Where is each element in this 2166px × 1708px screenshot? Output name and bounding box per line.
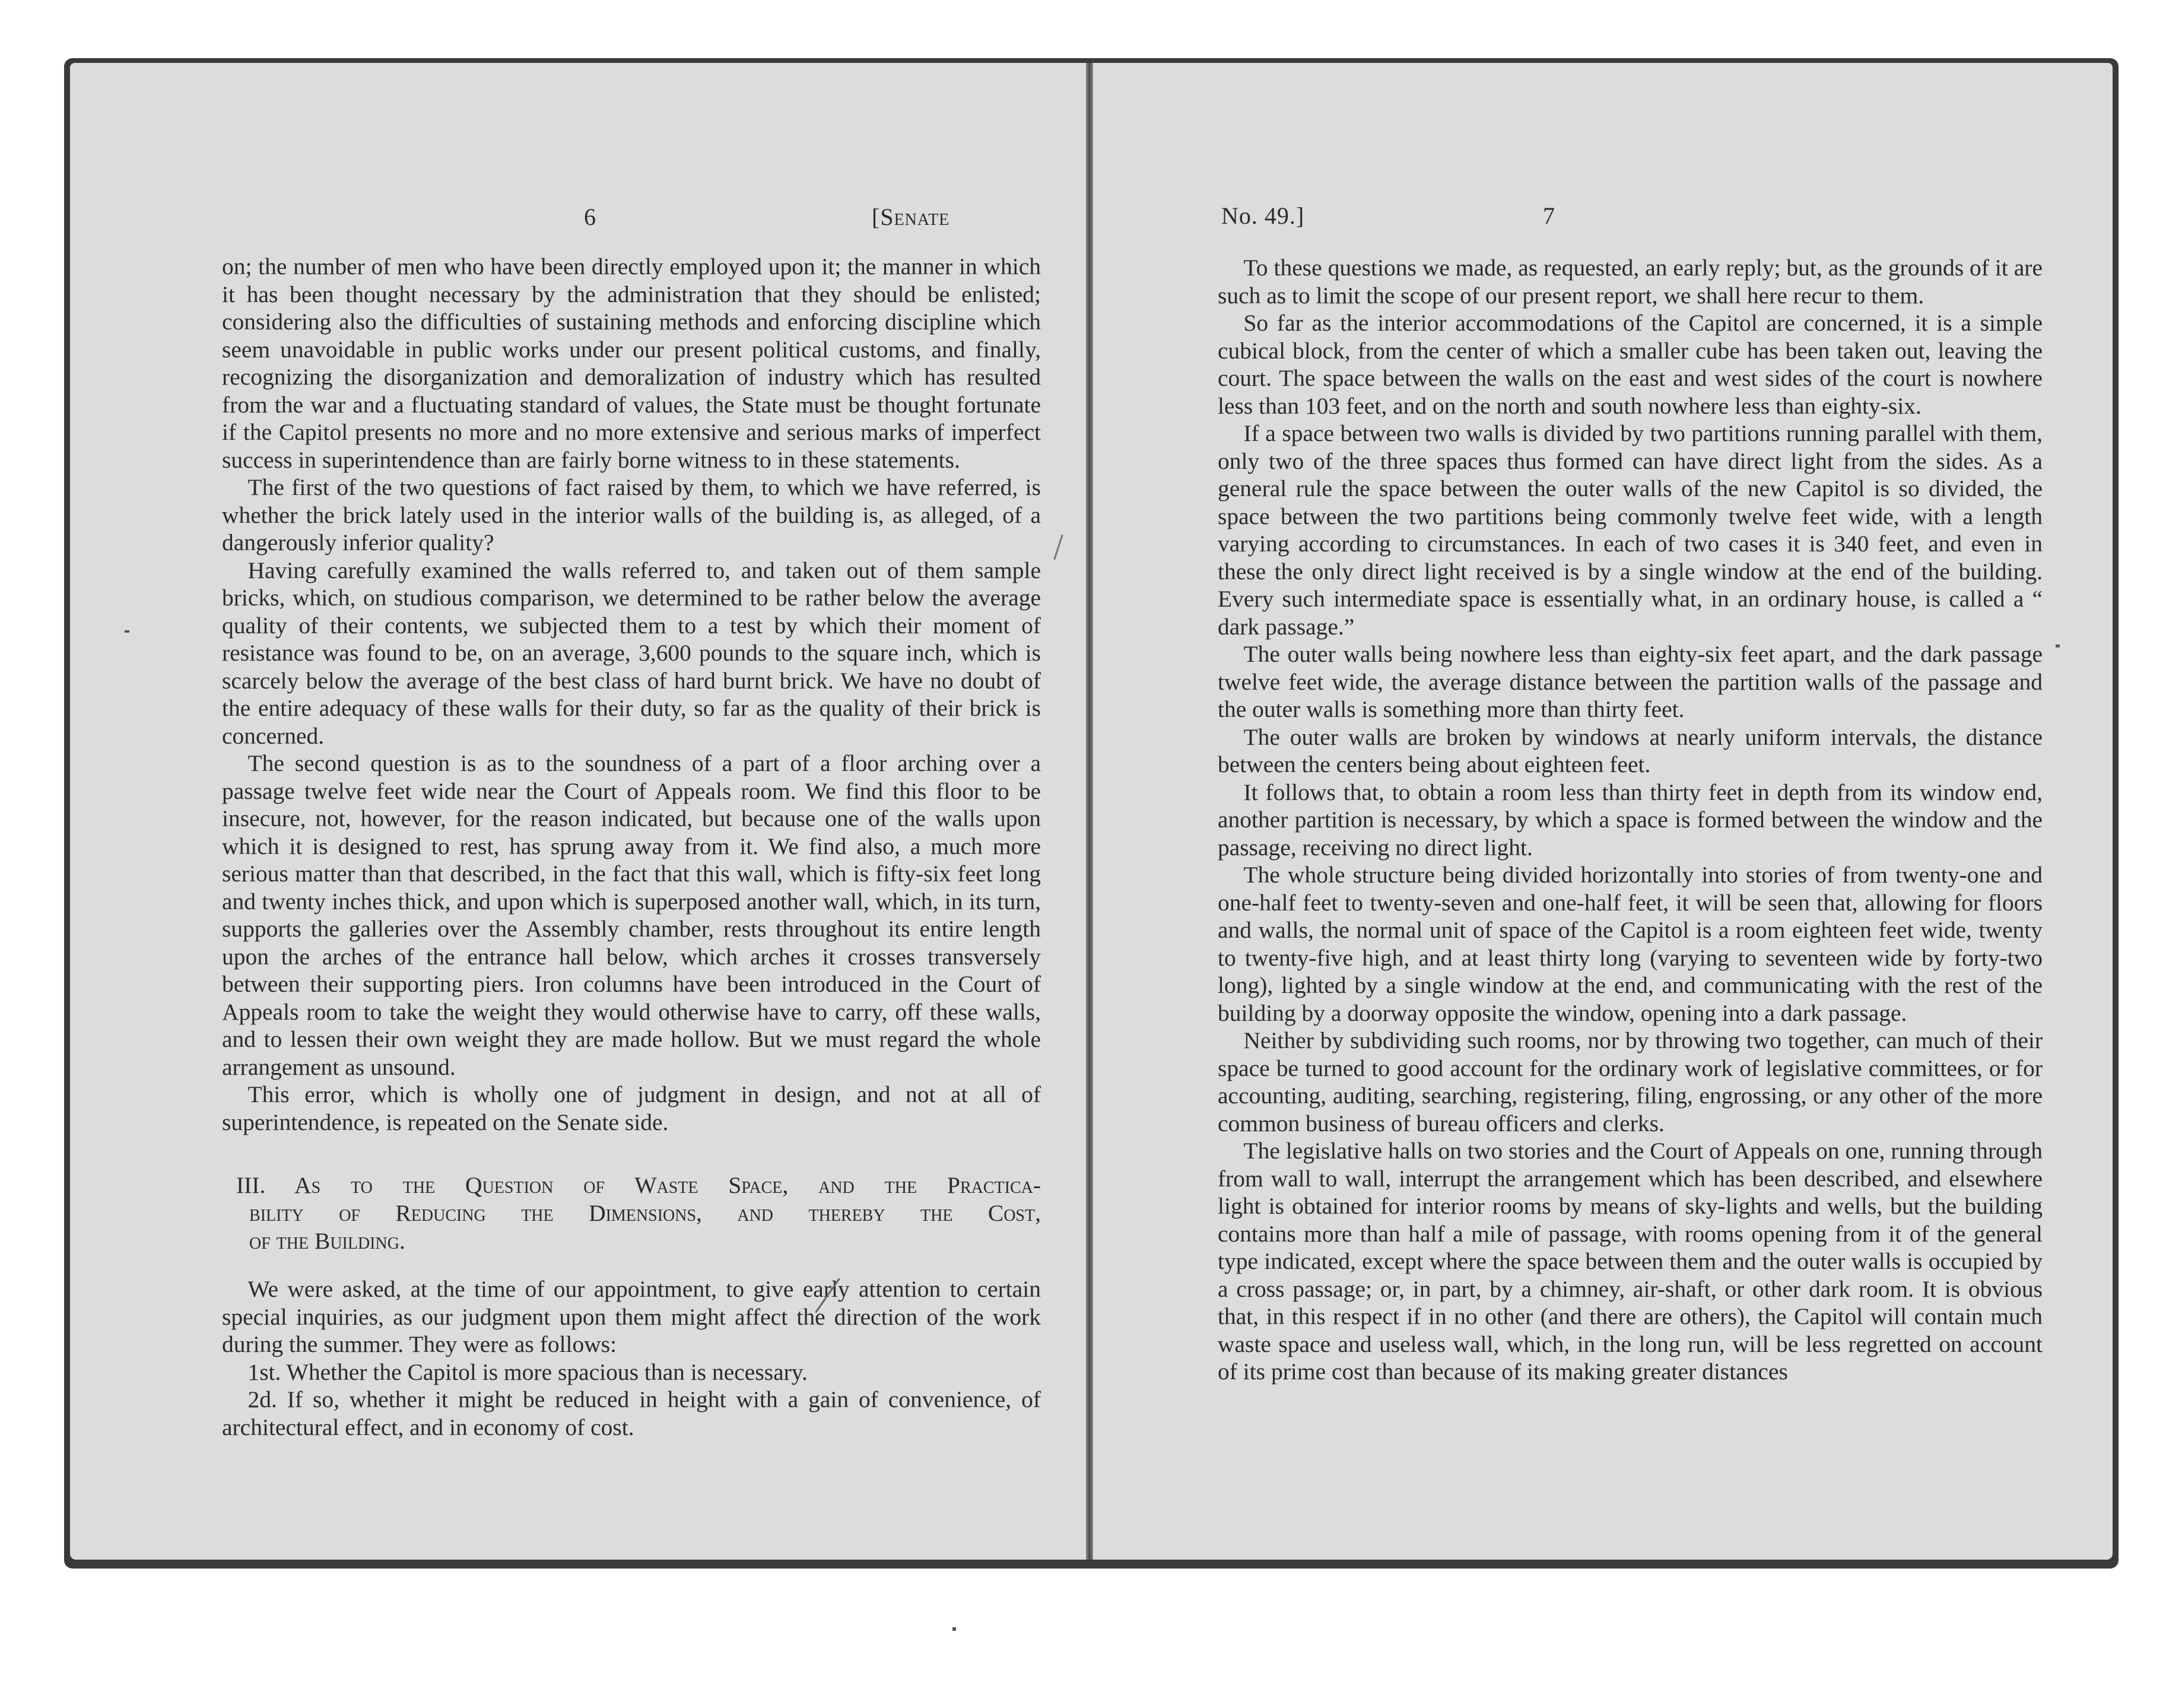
left-page xyxy=(70,63,1086,1560)
left-running-head: [Senate xyxy=(872,204,950,230)
left-paragraph-1: on; the number of men who have been directly employed upon it; the manner in which it has been thought necessary by the administration that they should be enlisted; considering also the difficulties of sustaining methods and enforcing discipline which seem unavoidable in public works under our present political customs, and finally, recognizing the disorganization and demoralization of industry which has resulted from the war and a fluctuating standard of values, the State must be thought fortunate if the Capitol presents no more and no more extensive and serious marks of imperfect success in superintendence than are fairly borne witness to in these statements. xyxy=(222,253,1041,473)
section-heading-line-3: of the Building. xyxy=(249,1228,405,1254)
right-paragraph-7: The whole structure being divided horizontally into stories of from twenty-one and one-half feet to twenty-seven and one-half feet, it will be seen that, allowing for floors and walls, the normal unit of space of the Capitol is a room eighteen feet wide, twenty to twenty-five high, and at least thirty long (varying to seventeen wide by forty-two long), lighted by a single window at the end, and communicating with the rest of the building by a doorway opposite the window, opening into a dark passage. xyxy=(1218,862,2043,1026)
right-paragraph-9: The legislative halls on two stories and the Court of Appeals on one, running through from wall to wall, interrupt the arrangement which has been described, and elsewhere light is obtained for interior rooms by means of sky-lights and wells, but the building contains more than half a mile of passage, with rooms opening from it of the general type indicated, except where the space between them and the outer walls is occupied by a cross passage; or, in part, by a chimney, air-shaft, or other dark room. It is obvious that, in this respect if in no other (and there are others), the Capitol will contain much waste space and useless wall, which, in the long run, will be less regretted on account of its prime cost than because of its making greater distances xyxy=(1218,1138,2043,1385)
section-heading-line-1: III. As to the Question of Waste Space, and the Practica- xyxy=(236,1172,1041,1198)
left-page-body xyxy=(222,253,1041,1441)
scan-speck xyxy=(952,1627,956,1631)
right-paragraph-3: If a space between two walls is divided by two partitions running parallel with them, only two of the three spaces thus formed can have direct light from the sides. As a general rule the space between the outer walls of the new Capitol is so divided, the space between the two partitions being commonly twelve feet wide, with a length varying according to circumstances. In each of two cases it is 340 feet, and even in these the only direct light received is by a single window at the end of the building. Every such intermediate space is essentially what, in an ordinary house, is called a “ dark passage.” xyxy=(1218,420,2043,640)
right-page-number: 7 xyxy=(1543,202,1555,229)
left-paragraph-6: We were asked, at the time of our appointment, to give early attention to certain special inquiries, as our judgment upon them might affect the direction of the work during the summer. They were as follows: xyxy=(222,1276,1041,1357)
right-page-body xyxy=(1218,254,2043,1386)
section-heading xyxy=(222,1172,1041,1255)
left-list-item-2: 2d. If so, whether it might be reduced in height with a gain of convenience, of architectural effect, and in economy of cost. xyxy=(222,1386,1041,1440)
right-paragraph-4: The outer walls being nowhere less than eighty-six feet apart, and the dark passage twelve feet wide, the average distance between the partition walls of the passage and the outer walls is something more than thirty feet. xyxy=(1218,641,2043,722)
left-list-item-1: 1st. Whether the Capitol is more spacious than is necessary. xyxy=(247,1358,808,1385)
left-paragraph-5: This error, which is wholly one of judgment in design, and not at all of superintendence, is repeated on the Senate side. xyxy=(222,1081,1041,1135)
left-page-number: 6 xyxy=(584,204,596,230)
right-paragraph-5: The outer walls are broken by windows at nearly uniform intervals, the distance between the centers being about eighteen feet. xyxy=(1218,723,2043,777)
left-paragraph-2: The first of the two questions of fact raised by them, to which we have referred, is whether the brick lately used in the interior walls of the building is, as alleged, of a dangerously inferior quality? xyxy=(222,474,1041,555)
left-paragraph-4: The second question is as to the soundness of a part of a floor arching over a passage twelve feet wide near the Court of Appeals room. We find this floor to be insecure, not, however, for the reason indicated, but because one of the walls upon which it is designed to rest, has sprung away from it. We find also, a much more serious matter than that described, in the fact that this wall, which is fifty-six feet long and twenty inches thick, and upon which is superposed another wall, which, in its turn, supports the galleries over the Assembly chamber, rests throughout its entire length upon the arches of the entrance hall below, which arches it crosses transversely between their supporting piers. Iron columns have been introduced in the Court of Appeals room to take the weight they would otherwise have to carry, off these walls, and to lessen their own weight they are made hollow. But we must regard the whole arrangement as unsound. xyxy=(222,750,1041,1080)
section-heading-line-2: bility of Reducing the Dimensions, and thereby the Cost, xyxy=(249,1200,1041,1226)
scan-speck xyxy=(2056,645,2060,647)
right-paragraph-8: Neither by subdividing such rooms, nor by throwing two together, can much of their space be turned to good account for the ordinary work of legislative committees, or for accounting, auditing, searching, registering, filing, engrossing, or any other of the more common business of bureau officers and clerks. xyxy=(1218,1027,2043,1136)
book-spine xyxy=(1086,63,1093,1560)
scan-speck xyxy=(125,630,129,633)
right-paragraph-1: To these questions we made, as requested, an early reply; but, as the grounds of it are such as to limit the scope of our present report, we shall here recur to them. xyxy=(1218,255,2043,309)
right-page xyxy=(1093,63,2113,1560)
right-running-head: No. 49.] xyxy=(1221,202,1305,229)
left-paragraph-3: Having carefully examined the walls referred to, and taken out of them sample bricks, which, on studious comparison, we determined to be rather below the average quality of their contents, we subjected them to a test by which their moment of resistance was found to be, on an average, 3,600 pounds to the square inch, which is scarcely below the average of the best class of hard burnt brick. We have no doubt of the entire adequacy of these walls for their duty, so far as the quality of their brick is concerned. xyxy=(222,557,1041,749)
right-paragraph-2: So far as the interior accommodations of the Capitol are concerned, it is a simple cubical block, from the center of which a smaller cube has been taken out, leaving the court. The space between the walls on the east and west sides of the court is nowhere less than 103 feet, and on the north and south nowhere less than eighty-six. xyxy=(1218,310,2043,419)
right-paragraph-6: It follows that, to obtain a room less than thirty feet in depth from its window end, another partition is necessary, by which a space is formed between the window and the passage, receiving no direct light. xyxy=(1218,779,2043,861)
